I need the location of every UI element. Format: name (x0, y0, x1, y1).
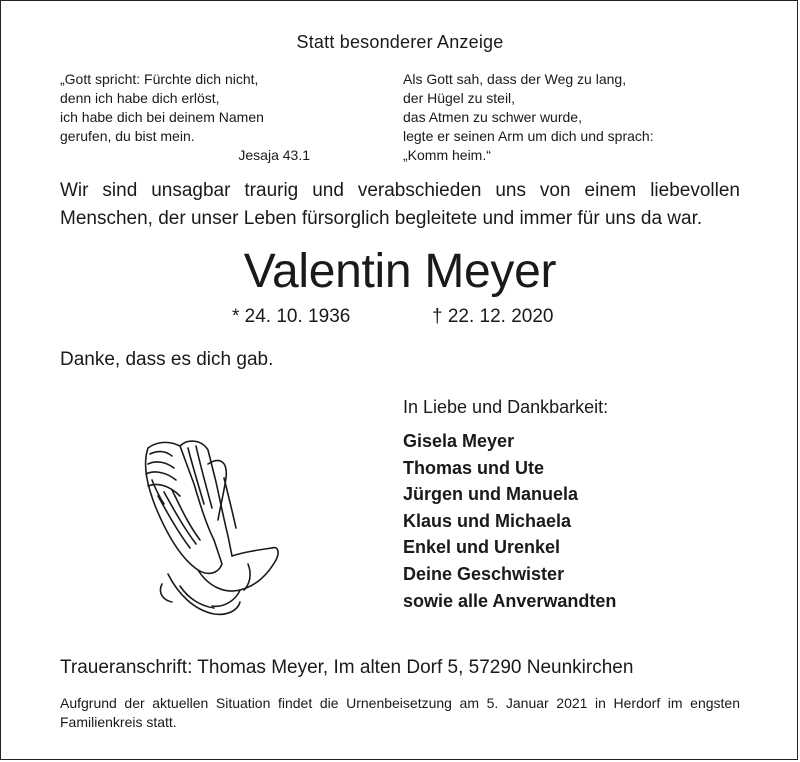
poem-line: legte er seinen Arm um dich und sprach: (403, 128, 654, 144)
mourner-name: Jürgen und Manuela (403, 484, 579, 505)
death-date: † 22. 12. 2020 (432, 306, 554, 327)
dedication-text: In Liebe und Dankbarkeit: (403, 397, 609, 417)
deceased-name: Valentin Meyer (243, 245, 557, 298)
poem-line: der Hügel zu steil, (403, 90, 516, 106)
mourning-address: Traueranschrift: Thomas Meyer, Im alten Dorf 5, 57290 Neunkirchen (60, 657, 634, 678)
burial-notice: Aufgrund der aktuellen Situation findet die Urnenbeisetzung am 5. Januar 2021 in Herdorf im engsten Familienkreis statt. (60, 695, 740, 730)
praying-hands-icon (128, 424, 298, 624)
poem-quote (403, 70, 733, 165)
mourner-name: Deine Geschwister (403, 563, 565, 584)
mourners-list (403, 428, 616, 614)
mourner-name: Enkel und Urenkel (403, 537, 561, 558)
mourner-name: Klaus und Michaela (403, 510, 572, 531)
poem-line: Als Gott sah, dass der Weg zu lang, (403, 71, 627, 87)
birth-date: * 24. 10. 1936 (232, 306, 351, 327)
thanks-text: Danke, dass es dich gab. (60, 349, 274, 370)
mourner-name: Gisela Meyer (403, 431, 515, 451)
quote-line: ich habe dich bei deinem Namen (60, 109, 264, 125)
quote-line: denn ich habe dich erlöst, (60, 90, 220, 106)
intro-text: Wir sind unsagbar traurig und verabschieden uns von einem liebevollen Menschen, der unser Leben fürsorglich begleitete und immer für uns da war. (60, 180, 740, 229)
bible-quote (60, 70, 320, 165)
mourner-name: sowie alle Anverwandten (403, 590, 617, 611)
quote-line: „Gott spricht: Fürchte dich nicht, (60, 71, 259, 87)
poem-line: das Atmen zu schwer wurde, (403, 109, 582, 125)
quote-source: Jesaja 43.1 (238, 147, 310, 163)
mourner-name: Thomas und Ute (403, 457, 545, 478)
notice-header: Statt besonderer Anzeige (296, 32, 504, 52)
poem-line: „Komm heim.“ (403, 147, 491, 163)
quote-line: gerufen, du bist mein. (60, 128, 195, 144)
